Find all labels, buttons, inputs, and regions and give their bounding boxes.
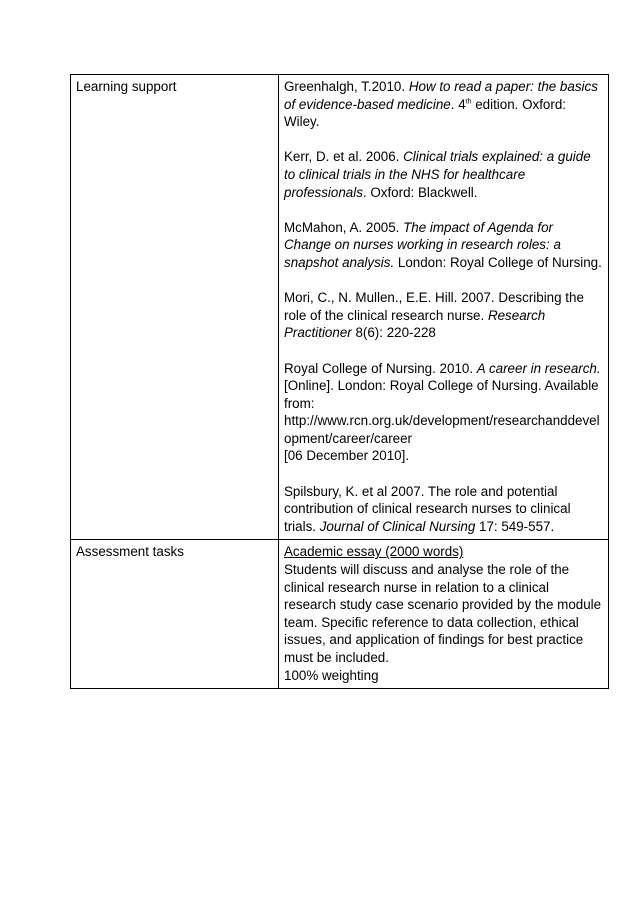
weighting: 100% weighting — [284, 667, 379, 683]
assessment-cell — [279, 540, 609, 689]
reference-title: Clinical trials explained: a guide to clinical trials in the NHS for healthcare professionals — [284, 149, 591, 200]
superscript: th — [465, 98, 472, 106]
reference-item: Royal College of Nursing. 2010. A career in research. [Online]. London: Royal College of Nursing. Available from: http://www.rcn.org.uk/development/researchanddevelopment/career/career [06 December 2010]. — [284, 360, 601, 464]
essay-description: Students will discuss and analyse the role of the clinical research nurse in relation to a clinical research study case scenario provided by the module team. Specific reference to data collection, ethical issues, and application of findings for best practice must be included. — [284, 562, 602, 665]
module-info-table — [70, 74, 609, 689]
reference-item: Spilsbury, K. et al 2007. The role and potential contribution of clinical research nurses to clinical trials. Journal of Clinical Nursing 17: 549-557. — [284, 483, 571, 534]
essay-title: Academic essay (2000 words) — [284, 544, 464, 560]
journal-title: Research Practitioner — [284, 307, 546, 341]
reference-item: Mori, C., N. Mullen., E.E. Hill. 2007. Describing the role of the clinical research nurse. Research Practitioner 8(6): 220-228 — [284, 290, 584, 341]
reference-title: How to read a paper: the basics of evidence-based medicine — [284, 79, 598, 112]
row-label-cell — [71, 540, 279, 689]
references-cell — [279, 75, 609, 540]
reference-title: The impact of Agenda for Change on nurses working in research roles: a snapshot analysis. — [284, 219, 561, 270]
row-label: Learning support — [76, 79, 177, 94]
row-label-cell — [71, 75, 279, 540]
reference-item: Greenhalgh, T.2010. How to read a paper: the basics of evidence-based medicine. 4th edition. Oxford: Wiley. — [284, 79, 598, 130]
reference-item: Kerr, D. et al. 2006. Clinical trials explained: a guide to clinical trials in the NHS for healthcare professionals. Oxford: Blackwell. — [284, 149, 591, 200]
table-row-learning-support — [71, 75, 609, 540]
row-label: Assessment tasks — [76, 544, 184, 560]
access-date: [06 December 2010]. — [284, 448, 410, 464]
journal-title: Journal of Clinical Nursing — [319, 518, 476, 534]
reference-title: A career in research. — [476, 360, 601, 376]
table-row-assessment-tasks — [71, 540, 609, 689]
reference-item: McMahon, A. 2005. The impact of Agenda for Change on nurses working in research roles: a snapshot analysis. London: Royal College of Nursing. — [284, 219, 602, 270]
reference-url: http://www.rcn.org.uk/development/researchanddevelopment/career/career — [284, 413, 600, 446]
